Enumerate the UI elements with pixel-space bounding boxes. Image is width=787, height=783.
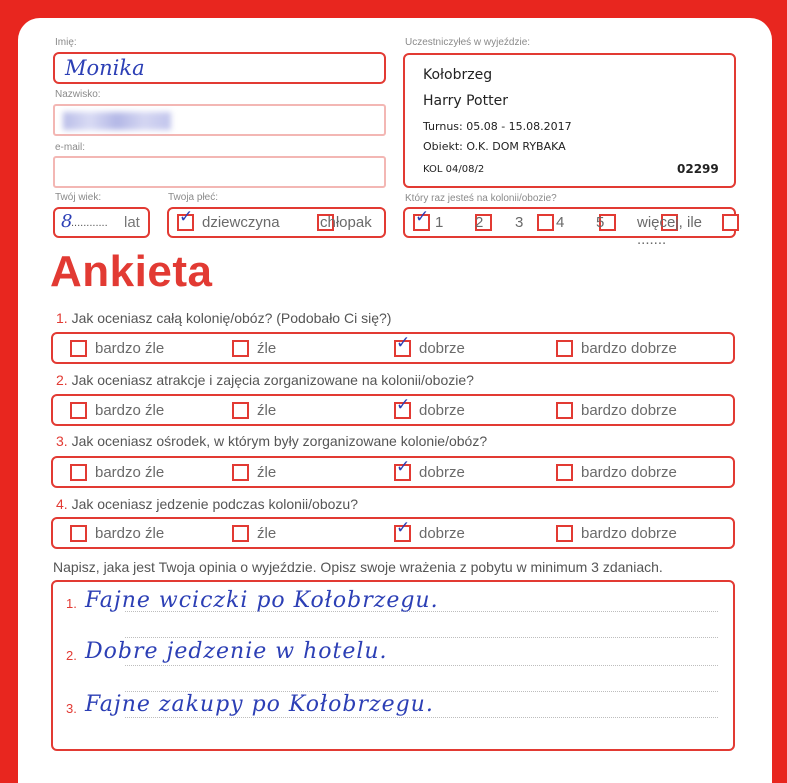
question-number: 3. [56, 433, 68, 449]
rating-label: bardzo dobrze [581, 401, 677, 419]
check-mark-icon: ✓ [179, 207, 194, 227]
rating-checkbox[interactable] [556, 525, 573, 542]
check-mark-icon: ✓ [396, 394, 411, 415]
rating-checkbox[interactable] [394, 332, 411, 357]
rating-option[interactable] [70, 334, 164, 362]
plec-label: Twoja płeć: [168, 192, 219, 203]
rating-label: dobrze [419, 524, 465, 542]
plec-field [167, 207, 386, 238]
rating-checkbox[interactable] [70, 402, 87, 419]
question-2-text [56, 372, 474, 388]
rating-option[interactable] [394, 458, 465, 486]
opinion-line-1-text: Fajne wciczki po Kołobrzegu. [85, 588, 439, 613]
rating-checkbox[interactable] [394, 517, 411, 542]
rating-option[interactable] [232, 396, 276, 424]
rating-label: bardzo źle [95, 339, 165, 357]
question-label: Jak oceniasz ośrodek, w którym były zorganizowane kolonie/obóz? [71, 433, 488, 449]
rating-option[interactable] [70, 519, 164, 547]
check-mark-icon: ✓ [396, 456, 411, 477]
wiek-label: Twój wiek: [55, 192, 102, 203]
question-label: Jak oceniasz jedzenie podczas kolonii/obozu? [71, 496, 358, 512]
check-mark-icon: ✓ [396, 517, 411, 538]
raz-5-label: 5 [596, 214, 605, 231]
rating-checkbox[interactable] [394, 456, 411, 481]
raz-1-label: 1 [435, 214, 444, 231]
rating-checkbox[interactable] [70, 525, 87, 542]
rating-label: źle [257, 401, 277, 419]
question-3-options [51, 456, 735, 488]
ktory-raz-label: Który raz jesteś na kolonii/obozie? [405, 193, 557, 204]
rating-label: bardzo dobrze [581, 463, 677, 481]
wiek-value: 8 [61, 211, 73, 232]
trip-label: Uczestniczyłeś w wyjeździe: [405, 37, 531, 48]
rating-option[interactable] [394, 519, 465, 547]
question-number: 4. [56, 496, 68, 512]
raz-4-label: 4 [556, 214, 565, 231]
raz-3-checkbox[interactable] [537, 214, 554, 231]
rating-label: dobrze [419, 339, 465, 357]
trip-theme: Harry Potter [423, 93, 508, 109]
rating-checkbox[interactable] [232, 402, 249, 419]
trip-code: KOL 04/08/2 [423, 164, 485, 175]
rating-label: bardzo źle [95, 401, 165, 419]
rating-checkbox[interactable] [70, 464, 87, 481]
rating-label: źle [257, 463, 277, 481]
rating-option[interactable] [70, 458, 164, 486]
rating-label: bardzo dobrze [581, 339, 677, 357]
nazwisko-label: Nazwisko: [55, 89, 101, 100]
question-label: Jak oceniasz atrakcje i zajęcia zorganizowane na kolonii/obozie? [71, 372, 474, 388]
survey-sheet [18, 18, 772, 783]
opinion-box[interactable] [51, 580, 735, 751]
nazwisko-field[interactable] [53, 104, 386, 136]
opinion-line-3-text: Fajne zakupy po Kołobrzegu. [85, 692, 434, 717]
email-field[interactable] [53, 156, 386, 188]
rating-option[interactable] [556, 458, 677, 486]
rating-label: bardzo dobrze [581, 524, 677, 542]
rating-option[interactable] [70, 396, 164, 424]
opinion-line-2-text: Dobre jedzenie w hotelu. [85, 639, 388, 664]
question-number: 1. [56, 310, 68, 326]
rating-checkbox[interactable] [394, 394, 411, 419]
raz-2-label: 2 [475, 214, 484, 231]
rating-option[interactable] [556, 519, 677, 547]
chlopak-label: chłopak [320, 214, 372, 231]
wiek-field[interactable] [53, 207, 150, 238]
rating-option[interactable] [556, 396, 677, 424]
trip-turnus: Turnus: 05.08 - 15.08.2017 [423, 120, 572, 133]
imie-field[interactable] [53, 52, 386, 84]
rating-label: dobrze [419, 463, 465, 481]
question-1-options [51, 332, 735, 364]
rating-checkbox[interactable] [232, 340, 249, 357]
rating-option[interactable] [232, 334, 276, 362]
rating-option[interactable] [232, 458, 276, 486]
rating-label: źle [257, 339, 277, 357]
rating-option[interactable] [556, 334, 677, 362]
check-mark-icon: ✓ [415, 207, 430, 227]
trip-number: 02299 [677, 162, 719, 176]
raz-wiecej-label: więcej, ile ....... [637, 214, 703, 248]
page-title: Ankieta [50, 247, 213, 296]
trip-info-box [403, 53, 736, 188]
question-4-text [56, 496, 358, 512]
rating-checkbox[interactable] [232, 464, 249, 481]
wiek-unit: lat [124, 214, 140, 231]
imie-value: Monika [65, 56, 145, 80]
wiek-dots: ............ [71, 217, 108, 229]
rating-checkbox[interactable] [70, 340, 87, 357]
question-2-options [51, 394, 735, 426]
rating-option[interactable] [394, 396, 465, 424]
question-3-text [56, 433, 487, 449]
dziewczyna-checkbox[interactable] [177, 207, 194, 231]
rating-label: źle [257, 524, 277, 542]
dziewczyna-label: dziewczyna [202, 214, 280, 231]
ktory-raz-field [403, 207, 736, 248]
raz-3-label: 3 [515, 214, 524, 231]
question-1-text [56, 310, 391, 326]
opinion-line-2-number: 2. [66, 648, 77, 663]
email-label: e-mail: [55, 142, 86, 153]
rating-label: bardzo źle [95, 524, 165, 542]
rating-checkbox[interactable] [232, 525, 249, 542]
rating-label: dobrze [419, 401, 465, 419]
opinion-line-1-number: 1. [66, 596, 77, 611]
question-4-options [51, 517, 735, 549]
check-mark-icon: ✓ [396, 332, 411, 353]
rating-checkbox[interactable] [556, 340, 573, 357]
question-label: Jak oceniasz całą kolonię/obóz? (Podobało Ci się?) [71, 310, 392, 326]
rating-option[interactable] [232, 519, 276, 547]
imie-label: Imię: [55, 37, 77, 48]
rating-checkbox[interactable] [556, 402, 573, 419]
trip-obiekt: Obiekt: O.K. DOM RYBAKA [423, 140, 566, 153]
raz-1-checkbox[interactable] [413, 207, 430, 231]
opinion-line-3-number: 3. [66, 701, 77, 716]
redacted-surname [63, 112, 171, 130]
rating-label: bardzo źle [95, 463, 165, 481]
question-number: 2. [56, 372, 68, 388]
opinion-prompt: Napisz, jaka jest Twoja opinia o wyjeździe. Opisz swoje wrażenia z pobytu w minimum 3 zdaniach. [53, 559, 663, 575]
rating-option[interactable] [394, 334, 465, 362]
trip-place: Kołobrzeg [423, 67, 493, 83]
rating-checkbox[interactable] [556, 464, 573, 481]
